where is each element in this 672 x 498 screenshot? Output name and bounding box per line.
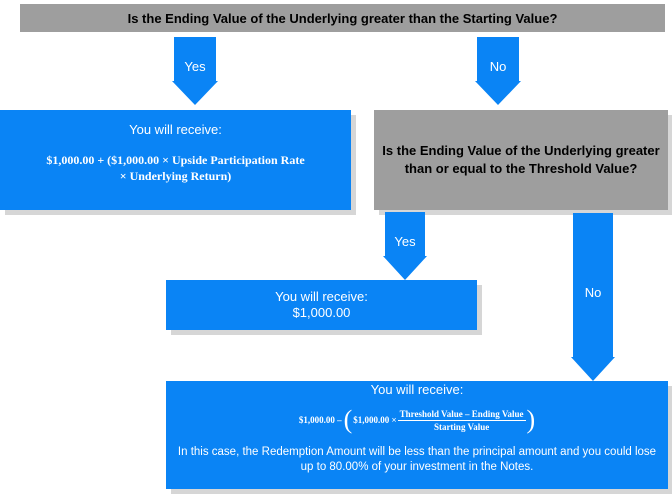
no-label-2: No	[584, 285, 602, 300]
outcome-3-note: In this case, the Redemption Amount will be less than the principal amount and you could lose up to 80.00% of your investment in the Notes.	[177, 446, 657, 473]
outcome-1-formula-line1: $1,000.00 + ($1,000.00 × Upside Participation Rate	[46, 153, 305, 167]
close-paren: )	[526, 405, 536, 434]
question-1-box	[20, 4, 665, 32]
outcome-3-title: You will receive:	[370, 382, 464, 397]
yes-label-2: Yes	[394, 234, 416, 249]
open-paren: (	[343, 405, 353, 434]
fraction-denominator: Starting Value	[433, 421, 490, 432]
outcome-2-box	[166, 280, 477, 330]
question-2-box	[374, 110, 668, 210]
outcome-3-fraction	[398, 409, 526, 432]
question-1-text: Is the Ending Value of the Underlying greater than the Starting Value?	[127, 10, 558, 26]
outcome-3-box	[166, 381, 668, 489]
outcome-1-title: You will receive:	[129, 122, 222, 137]
outcome-3-formula-inner: $1,000.00 ×	[353, 415, 397, 425]
outcome-3-formula-prefix: $1,000.00 –	[298, 415, 342, 425]
outcome-1-box	[0, 110, 351, 210]
outcome-2-amount: $1,000.00	[292, 305, 351, 320]
no-label-1: No	[489, 59, 507, 74]
outcome-2-title: You will receive:	[275, 289, 368, 304]
yes-label-1: Yes	[184, 59, 206, 74]
outcome-1-formula-line2: × Underlying Return)	[119, 169, 232, 183]
outcome-3-formula	[299, 404, 535, 436]
fraction-numerator: Threshold Value – Ending Value	[399, 408, 524, 419]
question-2-text: Is the Ending Value of the Underlying greater than or equal to the Threshold Value?	[382, 143, 660, 176]
